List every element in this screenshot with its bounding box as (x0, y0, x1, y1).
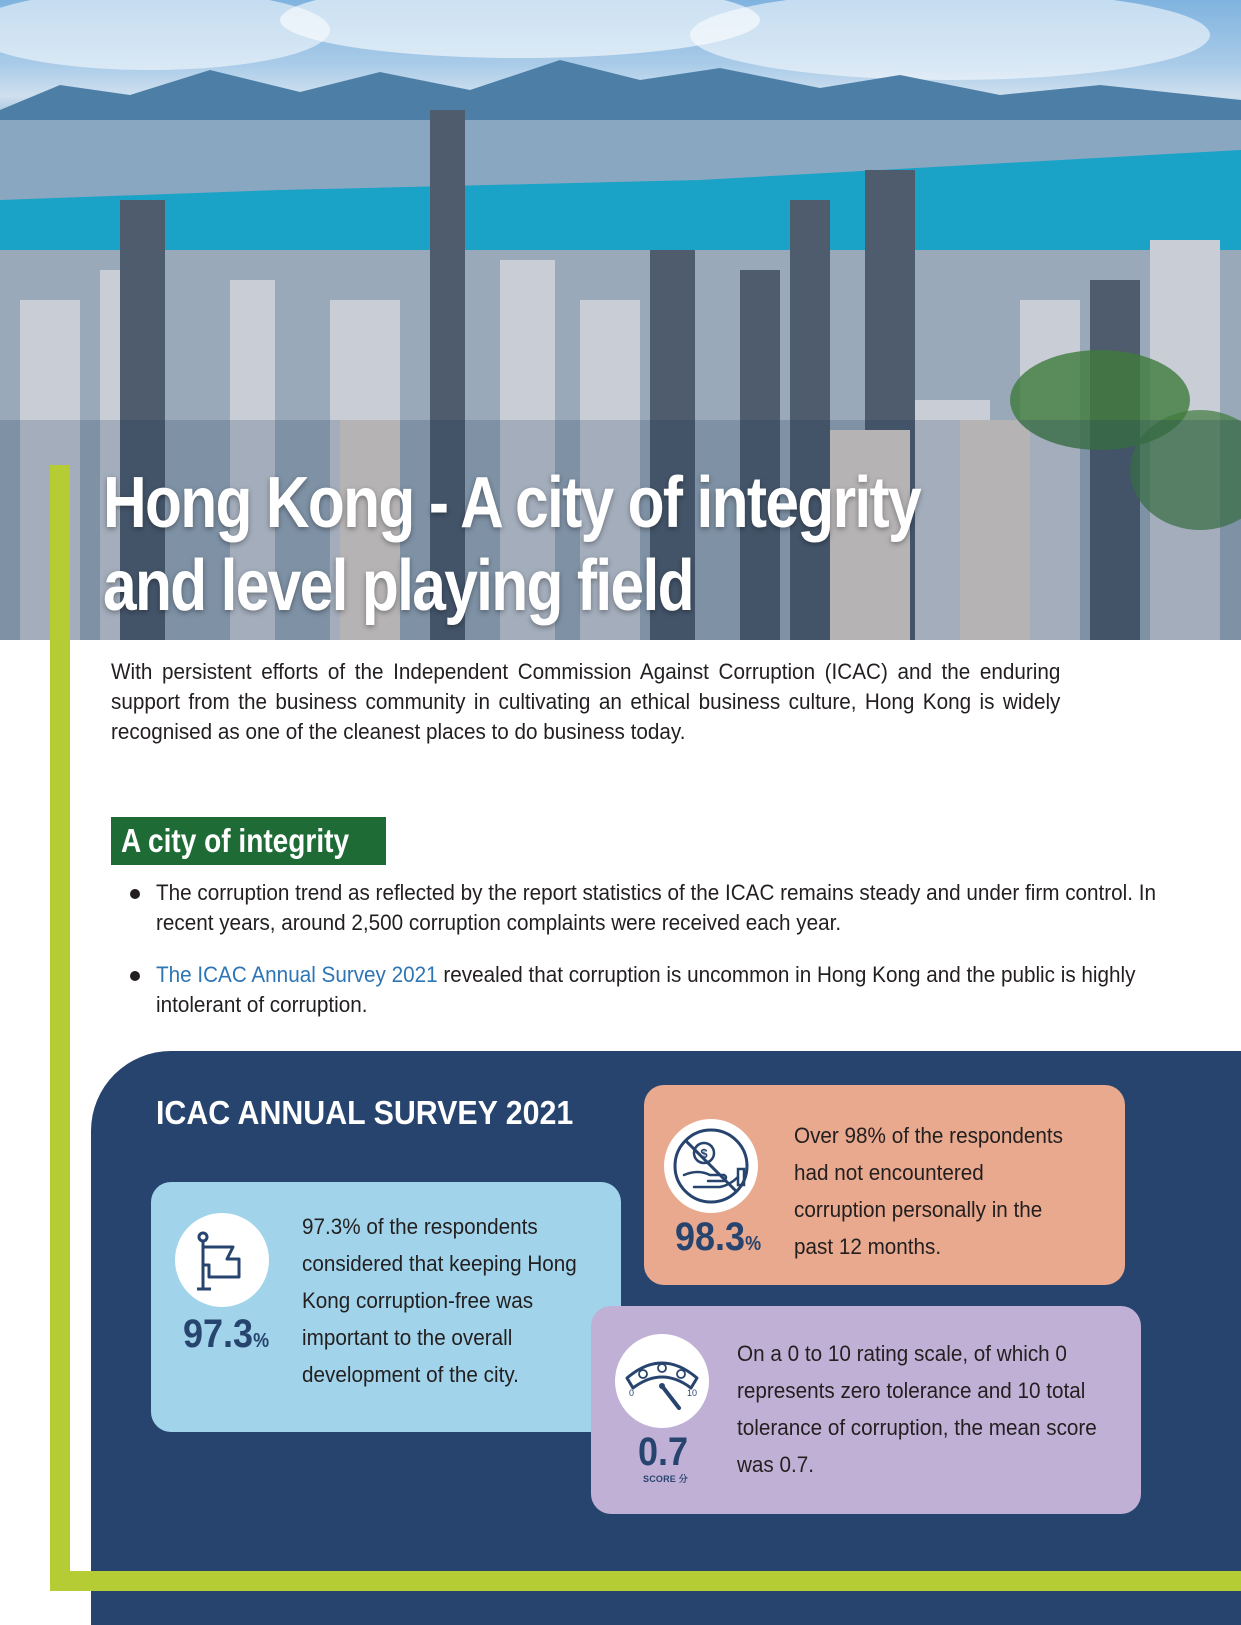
stat-unit: % (253, 1330, 270, 1352)
stat-text-no-corruption: Over 98% of the respondents had not encountered corruption personally in the past 12 months. (794, 1123, 1064, 1259)
stat-unit: % (745, 1233, 762, 1255)
bullet-icon (130, 971, 140, 981)
stat-value-973 (183, 1312, 269, 1363)
list-item (128, 878, 1157, 938)
stat-text-tolerance: On a 0 to 10 rating scale, of which 0 represents zero tolerance and 10 total tolerance of corruption, the mean score was 0.7. (737, 1341, 1097, 1477)
section-heading-text: A city of integrity (121, 822, 350, 859)
list-item (128, 960, 1148, 1020)
title-line-1: Hong Kong - A city of integrity (103, 463, 920, 543)
svg-text:$: $ (700, 1146, 708, 1161)
no-bribe-icon (664, 1119, 758, 1213)
score-label: SCORE 分 (643, 1474, 688, 1484)
intro-paragraph: With persistent efforts of the Independent Commission Against Corruption (ICAC) and the enduring support from the business community in cultivating an ethical business culture, Hong Kong is widely recognised as one of the cleanest places to do business today. (111, 659, 1061, 744)
title-line-2: and level playing field (103, 546, 693, 626)
stat-value-07: 0.7 (638, 1430, 689, 1474)
stat-number: 98.3 (675, 1215, 746, 1259)
survey-title: ICAC ANNUAL SURVEY 2021 (156, 1094, 574, 1131)
page-title (103, 462, 920, 628)
hero-image (0, 0, 1241, 640)
flag-icon (175, 1213, 269, 1307)
tolerance-gauge-icon (615, 1334, 709, 1428)
stat-value-983 (675, 1215, 761, 1266)
gauge-max-label: 10 (687, 1388, 698, 1398)
section-heading (111, 817, 386, 865)
survey-link[interactable]: The ICAC Annual Survey 2021 (156, 962, 438, 987)
gauge-min-label: 0 (629, 1388, 635, 1398)
bullet-icon (130, 889, 140, 899)
bullet-text-rest: revealed that corruption is uncommon in Hong Kong and the public is highly intolerant of corruption. (156, 962, 1136, 1017)
bullet-list (128, 878, 1157, 1042)
accent-bar-horizontal (50, 1571, 1241, 1591)
accent-bar-vertical (50, 465, 70, 1591)
stat-text-important: 97.3% of the respondents considered that keeping Hong Kong corruption-free was important to the overall development of the city. (302, 1214, 577, 1387)
stat-number: 97.3 (183, 1312, 254, 1356)
bullet-text (156, 960, 1171, 1020)
bullet-text: The corruption trend as reflected by the report statistics of the ICAC remains steady and under firm control. In recent years, around 2,500 corruption complaints were received each year. (156, 880, 1157, 935)
